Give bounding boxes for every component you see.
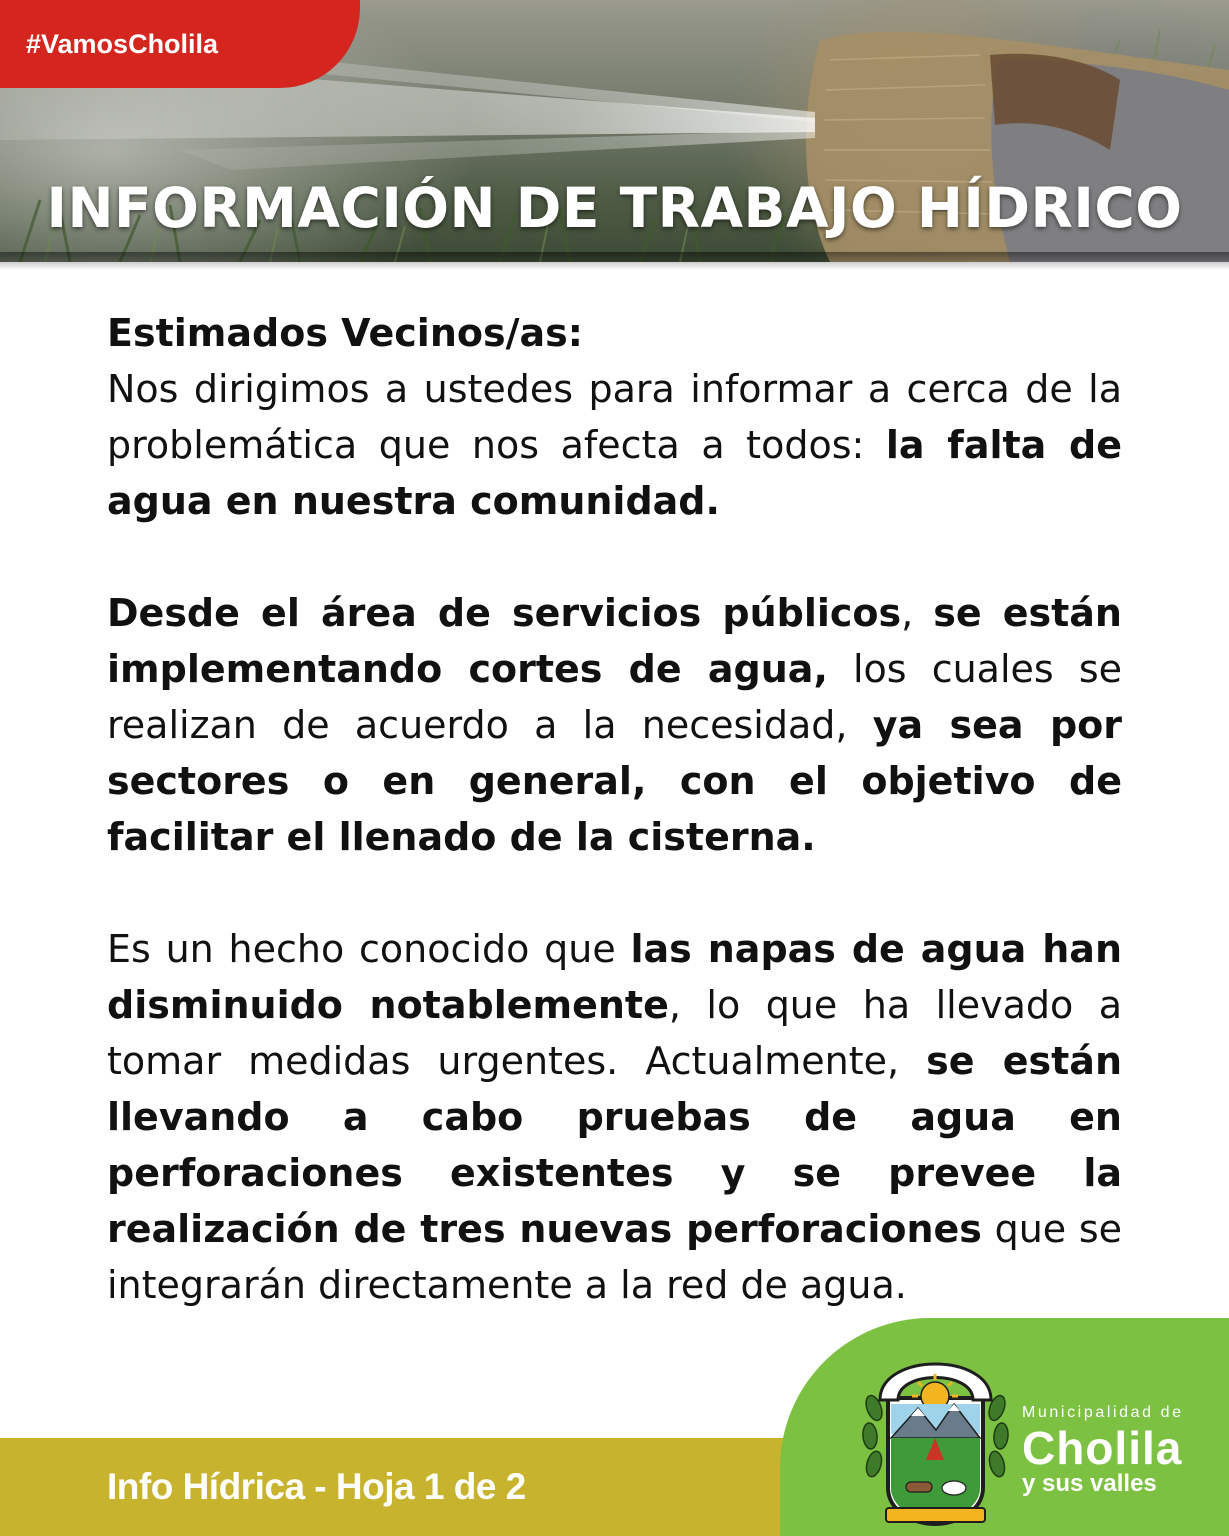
p2-comma: ,	[901, 591, 934, 635]
hashtag-badge: #VamosCholila	[0, 0, 360, 88]
p3-bold-1: las napas de agua han disminuido notablemente	[107, 927, 1122, 1027]
brand-prefix: Municipalidad de	[1022, 1404, 1184, 1421]
brand-tagline: y sus valles	[1022, 1470, 1157, 1497]
paragraph-3	[107, 921, 1122, 1313]
page-title: INFORMACIÓN DE TRABAJO HÍDRICO	[46, 176, 1183, 240]
notice-body	[107, 305, 1122, 1369]
p2-bold-3: ya sea por sectores o en general, con el objetivo de facilitar el llenado de la cisterna.	[107, 703, 1123, 859]
paragraph-1	[107, 361, 1122, 529]
p3-text-2: , lo que ha llevado a tomar medidas urgentes. Actualmente,	[107, 983, 1122, 1083]
greeting: Estimados Vecinos/as:	[107, 311, 583, 355]
municipality-wordmark	[1022, 1404, 1184, 1496]
p2-bold-2: se están implementando cortes de agua,	[107, 591, 1122, 691]
p3-text-3: que se integrarán directamente a la red de agua.	[107, 1207, 1122, 1307]
municipal-seal-icon	[858, 1338, 1013, 1530]
header-shadow	[0, 252, 1229, 270]
header-banner	[0, 0, 1229, 262]
page-indicator: Info Hídrica - Hoja 1 de 2	[107, 1466, 526, 1507]
brand-name: Cholila	[1022, 1422, 1183, 1474]
p2-bold-1: Desde el área de servicios públicos	[107, 591, 902, 635]
paragraph-2	[107, 585, 1122, 865]
p3-text-1: Es un hecho conocido que	[107, 927, 631, 971]
p2-text: los cuales se realizan de acuerdo a la necesidad,	[107, 647, 1122, 747]
p1-text: Nos dirigimos a ustedes para informar a cerca de la problemática que nos afecta a todos:	[107, 367, 1122, 467]
p3-bold-2: se están llevando a cabo pruebas de agua en perforaciones existentes y se prevee la realización de tres nuevas perforaciones	[107, 1039, 1122, 1251]
p1-bold: la falta de agua en nuestra comunidad.	[107, 423, 1123, 523]
